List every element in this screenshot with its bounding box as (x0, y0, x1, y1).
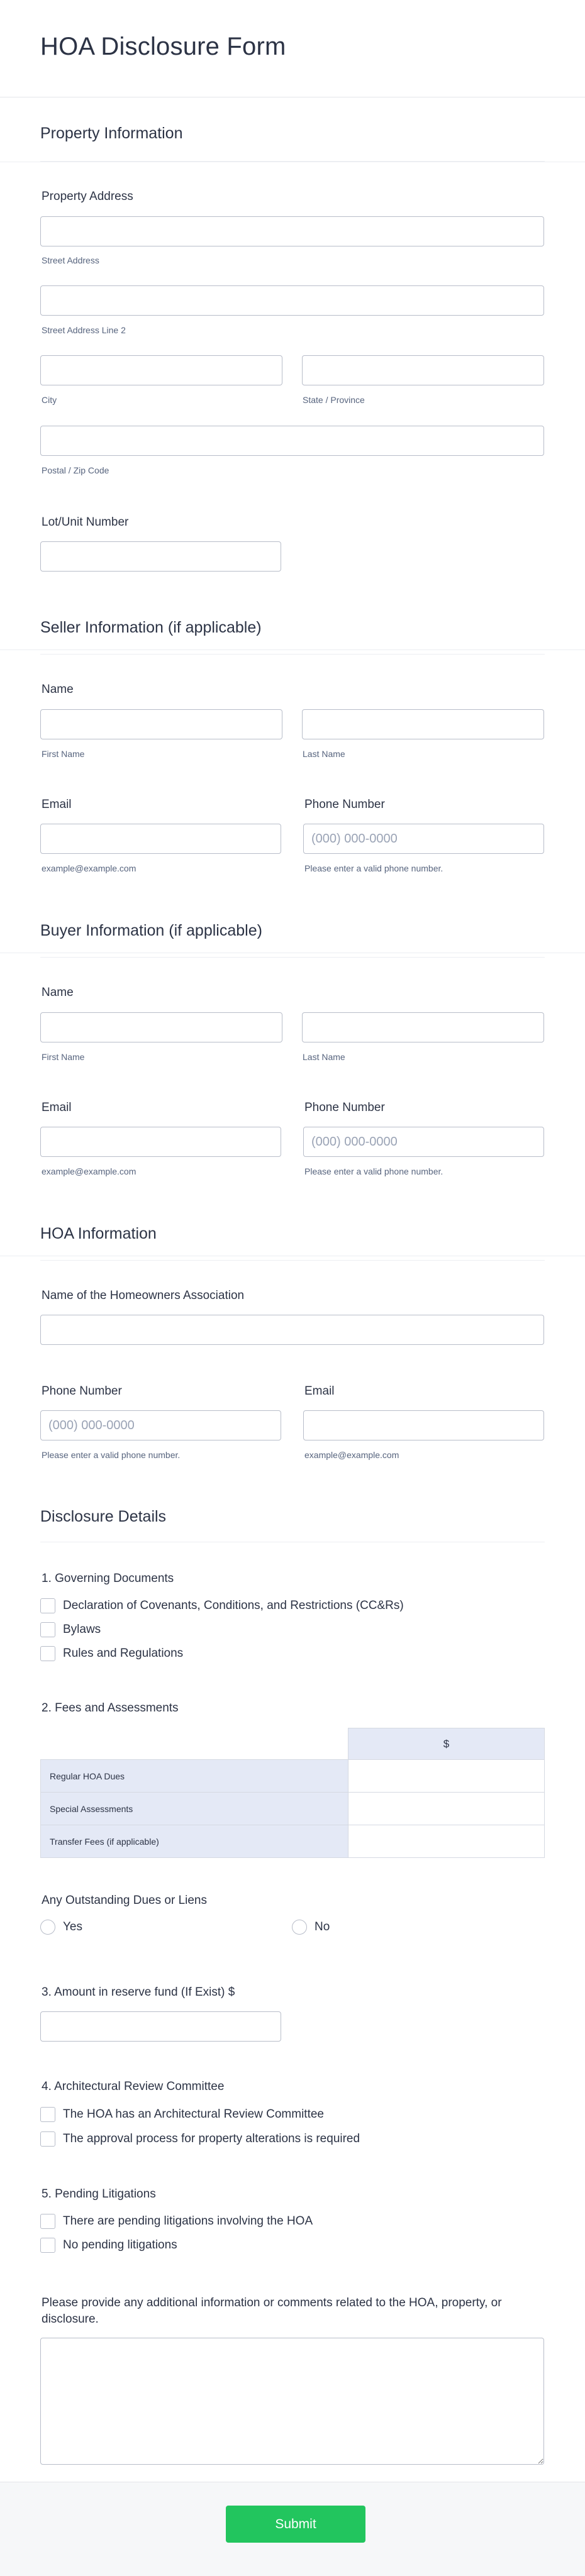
checkbox-bylaws[interactable] (40, 1622, 101, 1637)
buyer-phone-label: Phone Number (304, 1101, 385, 1114)
divider (40, 957, 545, 958)
special-assessments-cell[interactable] (348, 1793, 545, 1825)
section-heading: Seller Information (if applicable) (40, 619, 262, 636)
hoa-email-input[interactable] (303, 1410, 544, 1440)
option-label: There are pending litigations involving the HOA (63, 2214, 313, 2228)
buyer-first-name-input[interactable] (40, 1012, 282, 1042)
buyer-email-sublabel: example@example.com (42, 1166, 136, 1176)
option-label: No (315, 1920, 330, 1933)
pending-litigations-label: 5. Pending Litigations (42, 2187, 156, 2201)
section-disclosure-details (0, 1508, 585, 1539)
lot-unit-input[interactable] (40, 541, 281, 572)
buyer-last-name-sublabel: Last Name (303, 1052, 345, 1062)
checkbox-box[interactable] (40, 2214, 55, 2229)
architectural-review-label: 4. Architectural Review Committee (42, 2080, 225, 2093)
postal-zip-input[interactable] (40, 426, 544, 456)
outstanding-dues-label: Any Outstanding Dues or Liens (42, 1894, 207, 1907)
checkbox-approval-required[interactable] (40, 2131, 360, 2147)
checkbox-box[interactable] (40, 2238, 55, 2253)
table-row-header: Transfer Fees (if applicable) (41, 1825, 348, 1858)
hoa-email-label: Email (304, 1385, 335, 1398)
divider (40, 161, 545, 162)
buyer-phone-sublabel: Please enter a valid phone number. (304, 1166, 443, 1176)
table-corner (41, 1728, 348, 1760)
table-row-header: Regular HOA Dues (41, 1760, 348, 1793)
option-label: Yes (63, 1920, 82, 1933)
table-row (41, 1760, 545, 1793)
option-label: Declaration of Covenants, Conditions, and Restrictions (CC&Rs) (63, 1599, 404, 1612)
postal-zip-sublabel: Postal / Zip Code (42, 465, 109, 475)
transfer-fees-cell[interactable] (348, 1825, 545, 1858)
seller-phone-sublabel: Please enter a valid phone number. (304, 863, 443, 873)
street-address-input[interactable] (40, 216, 544, 246)
reserve-fund-input[interactable] (40, 2011, 281, 2042)
checkbox-ccrs[interactable] (40, 1598, 404, 1613)
buyer-email-input[interactable] (40, 1127, 281, 1157)
checkbox-pending-litigations[interactable] (40, 2214, 313, 2229)
checkbox-box[interactable] (40, 1622, 55, 1637)
seller-email-sublabel: example@example.com (42, 863, 136, 873)
city-input[interactable] (40, 355, 282, 385)
street-address-sublabel: Street Address (42, 255, 99, 265)
hoa-phone-sublabel: Please enter a valid phone number. (42, 1450, 181, 1460)
radio-yes[interactable] (40, 1920, 82, 1935)
state-province-sublabel: State / Province (303, 395, 365, 405)
checkbox-has-committee[interactable] (40, 2107, 324, 2122)
form-title: HOA Disclosure Form (40, 33, 286, 60)
buyer-phone-input[interactable] (303, 1127, 544, 1157)
table-column-header: $ (348, 1728, 545, 1760)
lot-unit-label: Lot/Unit Number (42, 516, 129, 529)
section-heading: HOA Information (40, 1225, 157, 1242)
buyer-email-label: Email (42, 1101, 72, 1114)
divider (40, 654, 545, 655)
seller-last-name-input[interactable] (302, 709, 544, 739)
seller-last-name-sublabel: Last Name (303, 749, 345, 759)
radio-circle[interactable] (40, 1920, 55, 1935)
hoa-phone-input[interactable] (40, 1410, 281, 1440)
table-row-header: Special Assessments (41, 1793, 348, 1825)
fees-assessments-label: 2. Fees and Assessments (42, 1701, 179, 1715)
radio-no[interactable] (292, 1920, 330, 1935)
form-header (0, 0, 585, 97)
reserve-fund-label: 3. Amount in reserve fund (If Exist) $ (42, 1986, 235, 1999)
option-label: The approval process for property alterations is required (63, 2132, 360, 2145)
buyer-first-name-sublabel: First Name (42, 1052, 85, 1062)
hoa-name-label: Name of the Homeowners Association (42, 1289, 245, 1302)
option-label: The HOA has an Architectural Review Committee (63, 2108, 325, 2121)
hoa-email-sublabel: example@example.com (304, 1450, 399, 1460)
seller-email-input[interactable] (40, 824, 281, 854)
regular-hoa-dues-cell[interactable] (348, 1760, 545, 1793)
section-property-information (0, 124, 585, 162)
checkbox-box[interactable] (40, 2107, 55, 2122)
seller-phone-label: Phone Number (304, 798, 385, 811)
street-address-line2-sublabel: Street Address Line 2 (42, 325, 126, 335)
checkbox-box[interactable] (40, 1646, 55, 1661)
street-address-line2-input[interactable] (40, 285, 544, 316)
governing-documents-label: 1. Governing Documents (42, 1572, 174, 1585)
buyer-last-name-input[interactable] (302, 1012, 544, 1042)
checkbox-rules-regulations[interactable] (40, 1646, 183, 1661)
seller-first-name-input[interactable] (40, 709, 282, 739)
comments-textarea[interactable] (40, 2338, 544, 2465)
buyer-name-label: Name (42, 986, 74, 999)
property-address-label: Property Address (42, 190, 133, 203)
section-buyer-information (0, 922, 585, 953)
hoa-name-input[interactable] (40, 1315, 544, 1345)
hoa-phone-label: Phone Number (42, 1385, 122, 1398)
section-heading: Disclosure Details (40, 1508, 167, 1525)
checkbox-box[interactable] (40, 2131, 55, 2147)
section-seller-information (0, 619, 585, 650)
comments-label: Please provide any additional information or comments related to the HOA, property, or disclosure. (42, 2296, 502, 2326)
fees-table (40, 1728, 545, 1858)
seller-name-label: Name (42, 683, 74, 696)
seller-email-label: Email (42, 798, 72, 811)
table-row (41, 1825, 545, 1858)
checkbox-box[interactable] (40, 1598, 55, 1613)
section-heading: Property Information (40, 124, 183, 142)
option-label: No pending litigations (63, 2238, 177, 2252)
seller-first-name-sublabel: First Name (42, 749, 85, 759)
option-label: Bylaws (63, 1623, 101, 1636)
divider (40, 1260, 545, 1261)
checkbox-no-litigations[interactable] (40, 2238, 177, 2253)
option-label: Rules and Regulations (63, 1647, 184, 1660)
submit-button[interactable]: Submit (226, 2506, 365, 2543)
city-sublabel: City (42, 395, 57, 405)
state-province-input[interactable] (302, 355, 544, 385)
section-hoa-information (0, 1225, 585, 1256)
section-heading: Buyer Information (if applicable) (40, 922, 262, 939)
seller-phone-input[interactable] (303, 824, 544, 854)
table-row (41, 1793, 545, 1825)
radio-circle[interactable] (292, 1920, 307, 1935)
